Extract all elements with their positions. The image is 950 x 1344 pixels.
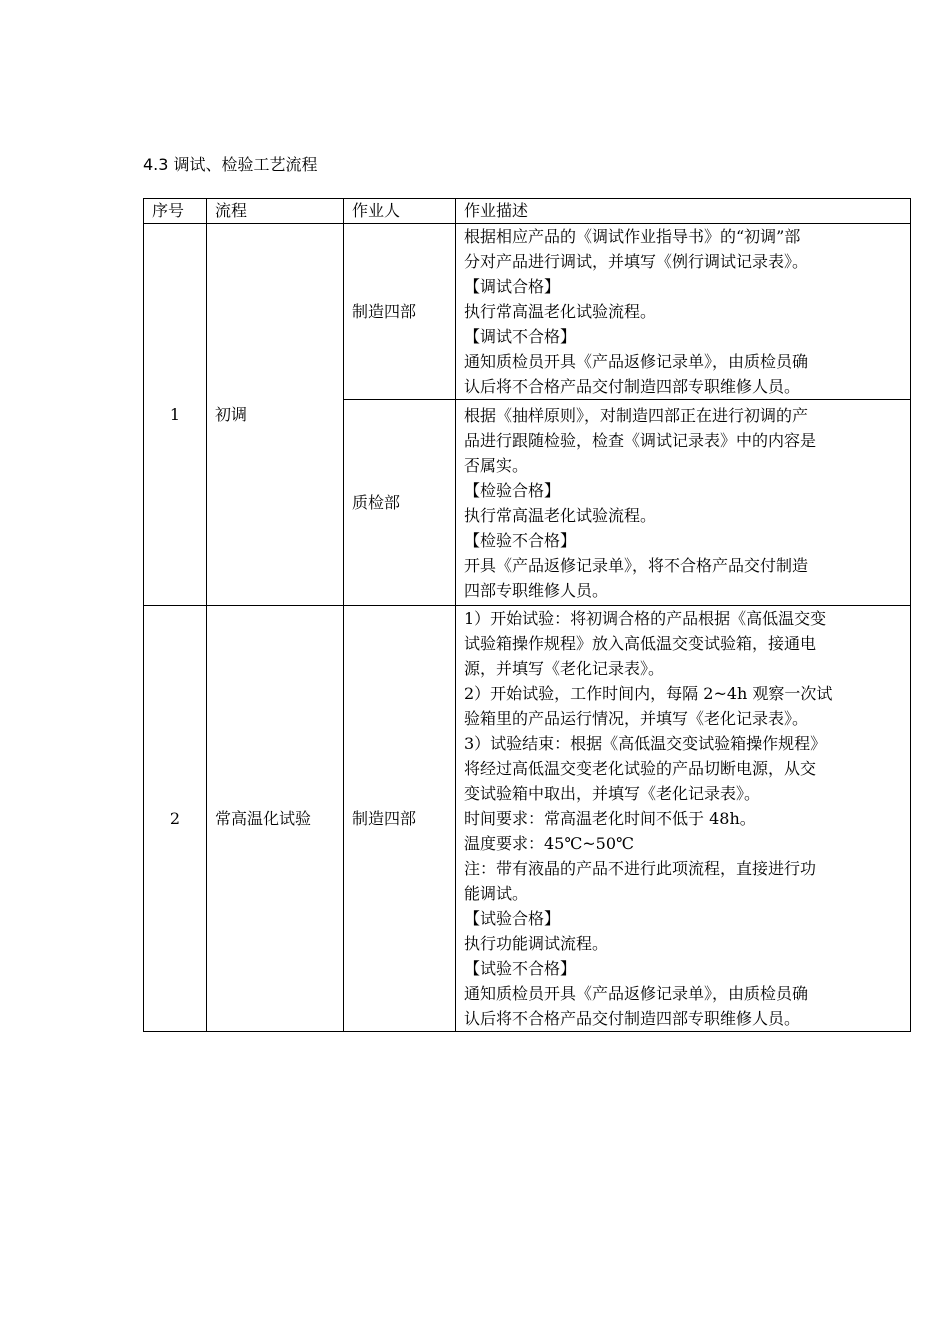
description-line: 试验箱操作规程》放入高低温交变试验箱，接通电 (464, 634, 817, 653)
description-line: 【调试合格】 (464, 277, 561, 296)
table-row (144, 224, 911, 400)
description-line: 通知质检员开具《产品返修记录单》，由质检员确 (464, 352, 809, 371)
description-line: 否属实。 (464, 455, 529, 475)
description-line: 四部专职维修人员。 (464, 580, 609, 600)
header-process: 流程 (207, 199, 344, 224)
description-line: 根据《抽样原则》，对制造四部正在进行初调的产 (464, 405, 809, 425)
row-description (456, 224, 911, 400)
description-line: 注：带有液晶的产品不进行此项流程，直接进行功 (464, 859, 817, 878)
row-operator: 制造四部 (344, 224, 456, 400)
description-line: 【试验合格】 (464, 909, 561, 928)
description-line: 【检验合格】 (464, 480, 561, 500)
description-line: 品进行跟随检验，检查《调试记录表》中的内容是 (464, 430, 817, 450)
description-line: 执行常高温老化试验流程。 (464, 302, 657, 321)
row-operator: 制造四部 (344, 606, 456, 1032)
header-operator: 作业人 (344, 199, 456, 224)
description-line: 验箱里的产品运行情况，并填写《老化记录表》。 (464, 709, 809, 728)
description-line: 2）开始试验，工作时间内，每隔 2~4h 观察一次试 (464, 684, 833, 703)
description-line: 1）开始试验：将初调合格的产品根据《高低温交变 (464, 609, 827, 628)
row-process: 常高温化试验 (207, 606, 344, 1032)
row-description (456, 606, 911, 1032)
description-line: 根据相应产品的《调试作业指导书》的“初调”部 (464, 227, 801, 246)
description-line: 时间要求：常高温老化时间不低于 48h。 (464, 809, 756, 828)
row-operator: 质检部 (344, 400, 456, 606)
description-line: 执行功能调试流程。 (464, 934, 609, 953)
description-line: 将经过高低温交变老化试验的产品切断电源，从交 (464, 759, 817, 778)
description-line: 温度要求：45℃~50℃ (464, 834, 634, 853)
row-description (456, 400, 911, 606)
header-description: 作业描述 (456, 199, 911, 224)
description-line: 通知质检员开具《产品返修记录单》，由质检员确 (464, 984, 809, 1003)
table-header-row (144, 199, 911, 224)
row-process: 初调 (207, 224, 344, 606)
description-line: 【调试不合格】 (464, 327, 577, 346)
header-no: 序号 (144, 199, 207, 224)
description-line: 【试验不合格】 (464, 959, 577, 978)
row-no: 1 (144, 224, 207, 606)
description-line: 能调试。 (464, 884, 529, 903)
section-title: 4.3 调试、检验工艺流程 (143, 155, 318, 174)
description-line: 3）试验结束：根据《高低温交变试验箱操作规程》 (464, 734, 827, 753)
description-line: 变试验箱中取出，并填写《老化记录表》。 (464, 784, 761, 803)
description-line: 开具《产品返修记录单》，将不合格产品交付制造 (464, 555, 809, 575)
row-no: 2 (144, 606, 207, 1032)
description-line: 分对产品进行调试，并填写《例行调试记录表》。 (464, 252, 809, 271)
description-line: 源，并填写《老化记录表》。 (464, 659, 665, 678)
description-line: 认后将不合格产品交付制造四部专职维修人员。 (464, 377, 801, 396)
table-row (144, 606, 911, 1032)
description-line: 认后将不合格产品交付制造四部专职维修人员。 (464, 1009, 801, 1028)
description-line: 执行常高温老化试验流程。 (464, 505, 657, 525)
description-line: 【检验不合格】 (464, 530, 577, 550)
process-table (143, 198, 911, 1032)
